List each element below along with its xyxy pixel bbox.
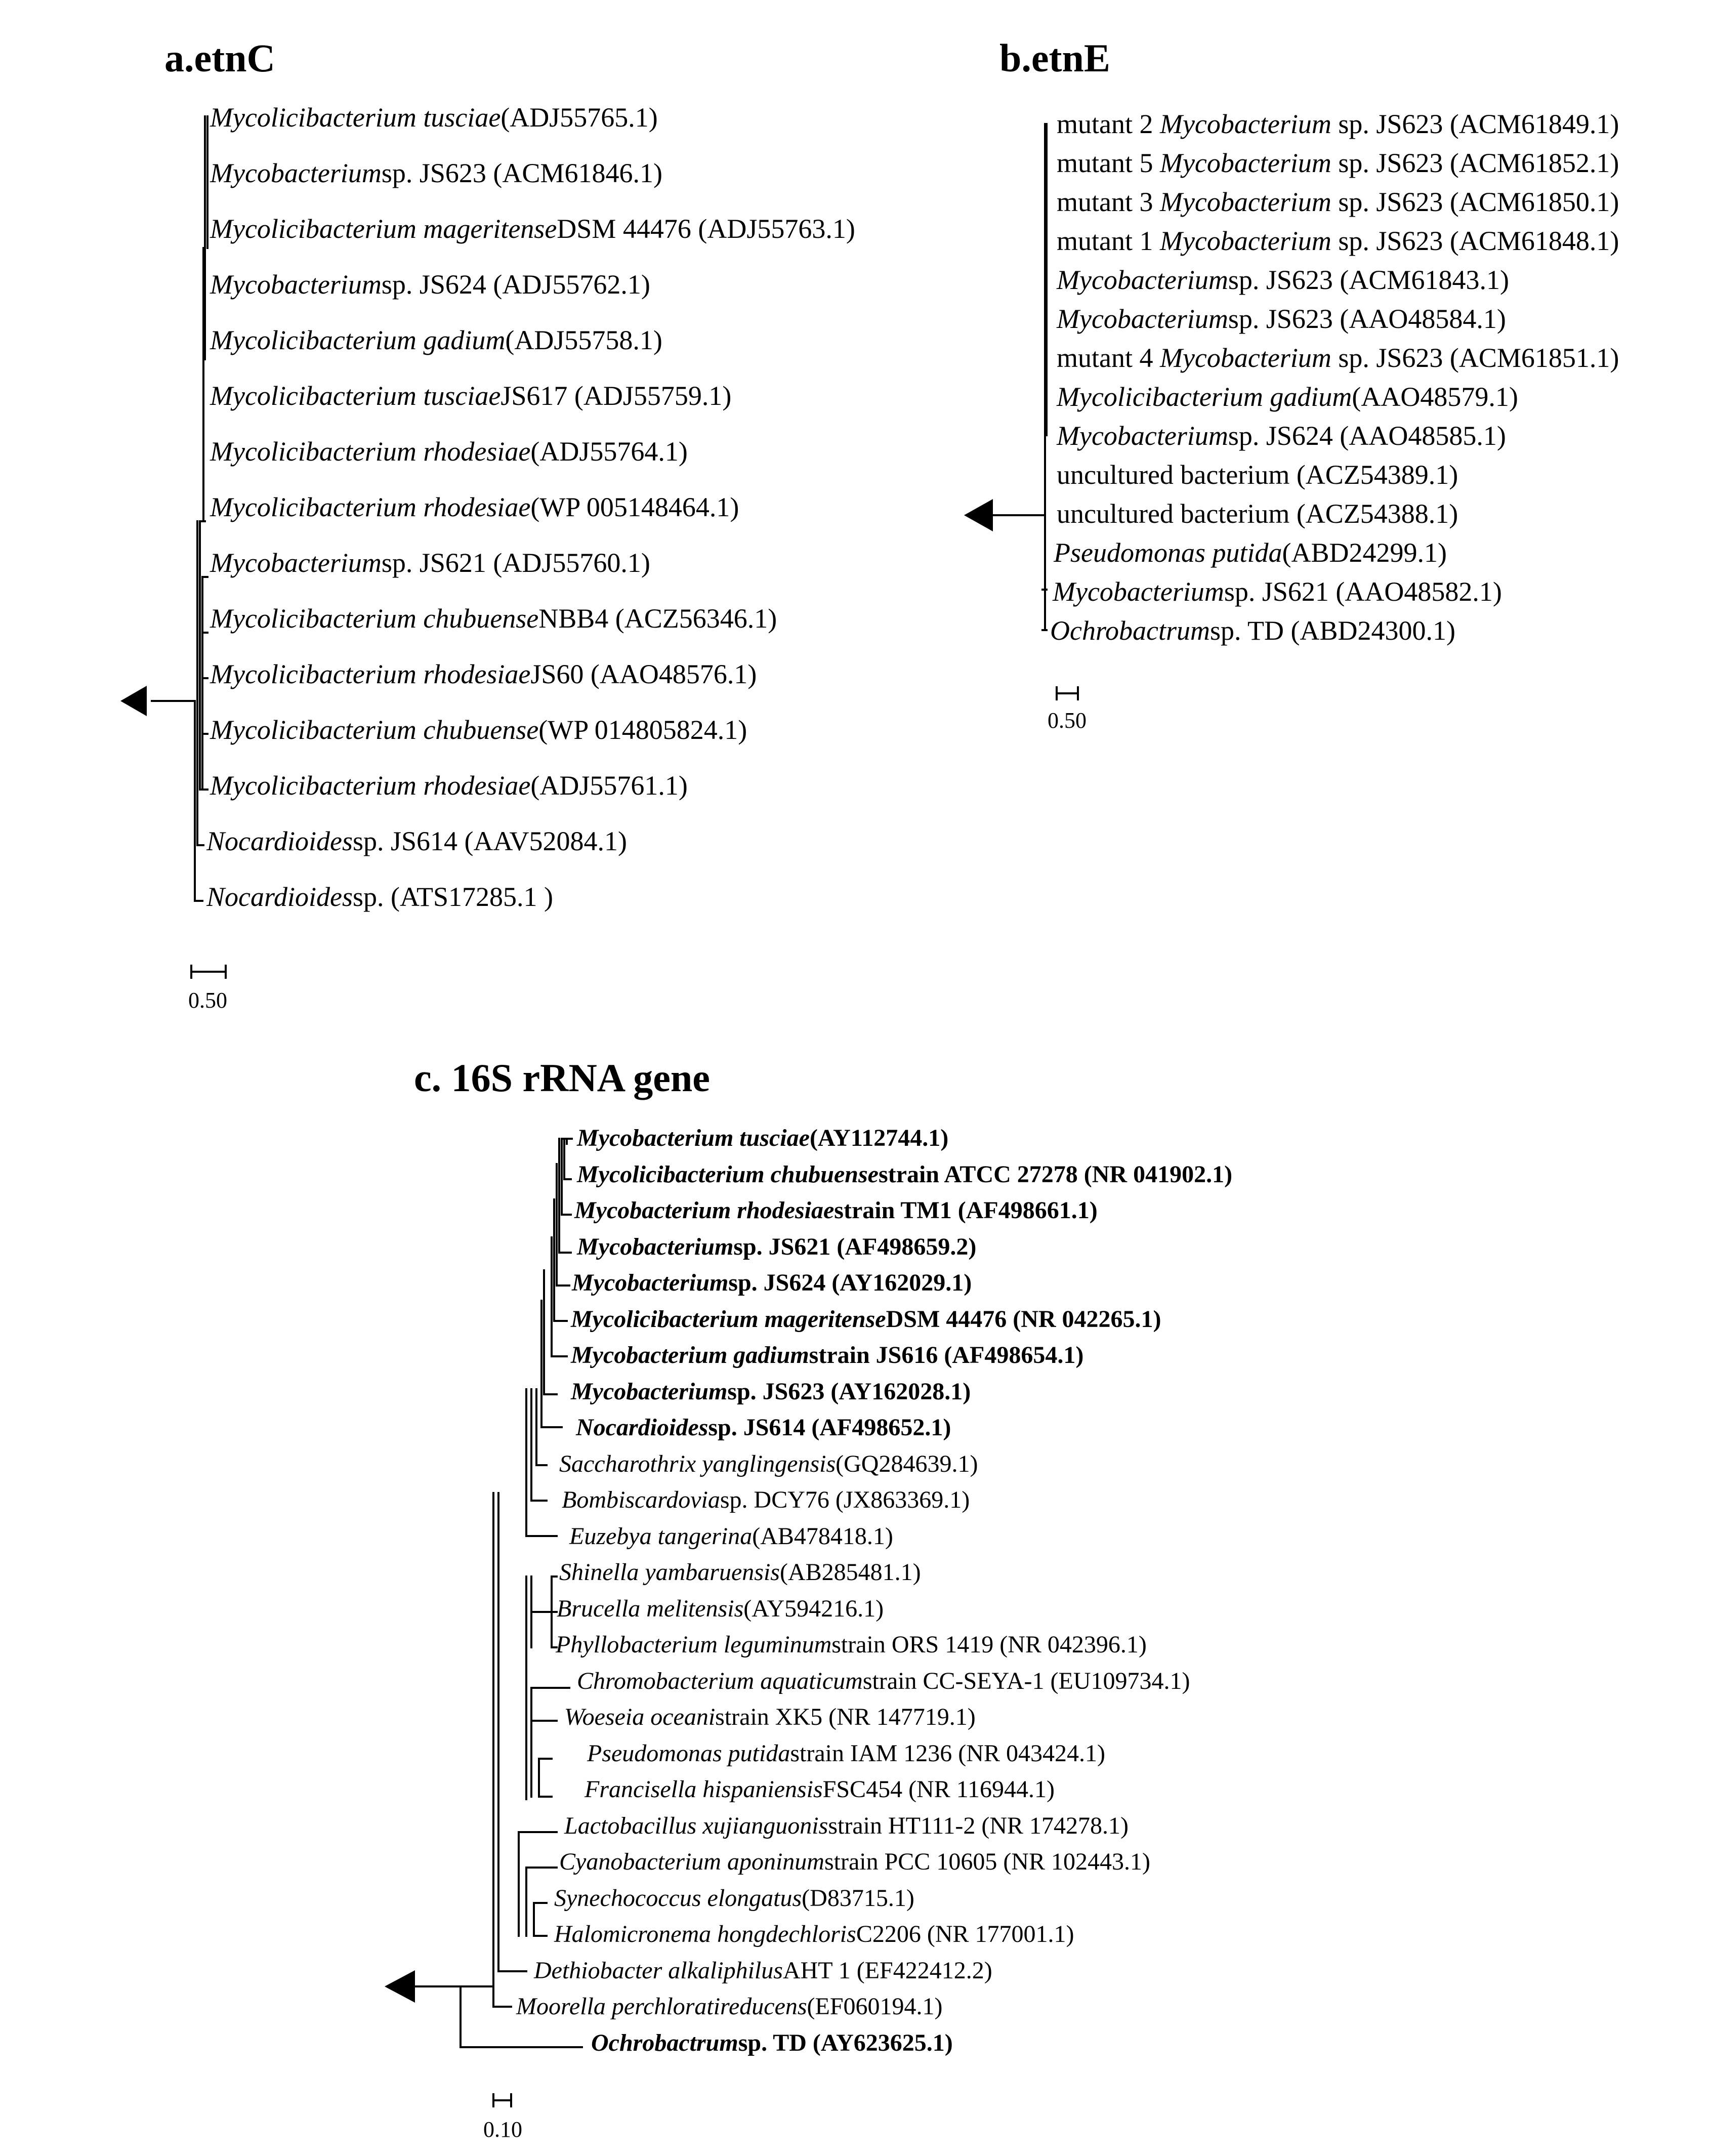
panel-b-title: b.etnE	[999, 36, 1110, 80]
leaf-accession: sp. JS623 (ACM61849.1)	[1331, 109, 1619, 139]
leaf-accession: sp. JS614 (AF498652.1)	[708, 1414, 951, 1441]
leaf-accession: (ADJ55764.1)	[530, 436, 688, 467]
leaf-accession: sp. JS623 (ACM61846.1)	[381, 158, 662, 188]
leaf-accession: sp. JS624 (ADJ55762.1)	[381, 269, 650, 300]
leaf-taxon-name: Ochrobactrum	[591, 2029, 738, 2056]
panel-b-scale-bar	[1057, 687, 1078, 699]
leaf-taxon-name: Mycobacterium	[210, 158, 382, 188]
leaf-accession: sp. JS614 (AAV52084.1)	[352, 826, 628, 856]
leaf-taxon-name: Nocardioides	[576, 1414, 708, 1441]
leaf-taxon-name: Mycobacterium	[1159, 187, 1331, 217]
leaf-taxon-name: Mycobacterium	[210, 269, 382, 300]
leaf-accession: NBB4 (ACZ56346.1)	[538, 603, 777, 634]
leaf-taxon-name: Mycolicibacterium tusciae	[210, 381, 501, 411]
leaf-taxon-name: Mycobacterium	[1053, 576, 1224, 607]
leaf-taxon-name: Mycobacterium	[1057, 304, 1228, 334]
leaf-taxon-name: Mycolicibacterium chubuense	[210, 603, 539, 634]
leaf-taxon-name: Mycolicibacterium rhodesiae	[210, 436, 531, 467]
leaf-prefix: mutant 5	[1057, 148, 1160, 178]
leaf-taxon-name: Mycobacterium	[1159, 343, 1331, 373]
leaf-taxon-name: Ochrobactrum	[1050, 615, 1210, 646]
leaf-taxon-name: Brucella melitensis	[557, 1595, 744, 1622]
leaf-accession: sp. JS623 (AY162028.1)	[727, 1378, 971, 1405]
leaf-taxon-name: Mycolicibacterium chubuense	[210, 715, 539, 745]
leaf-accession: strain CC-SEYA-1 (EU109734.1)	[862, 1668, 1190, 1694]
leaf-accession: DSM 44476 (NR 042265.1)	[886, 1306, 1161, 1333]
leaf-taxon-name: Woeseia oceani	[564, 1704, 716, 1730]
leaf-accession: (EF060194.1)	[807, 1993, 943, 2020]
leaf-prefix: uncultured bacterium (ACZ54389.1)	[1057, 460, 1458, 490]
leaf-taxon-name: Mycobacterium	[210, 548, 382, 578]
leaf-taxon-name: Cyanobacterium aponinum	[559, 1848, 824, 1875]
leaf-taxon-name: Lactobacillus xujianguonis	[564, 1812, 828, 1839]
leaf-taxon-name: Mycobacterium	[1057, 265, 1228, 295]
leaf-accession: (AAO48579.1)	[1352, 382, 1518, 412]
leaf-taxon-name: Moorella perchloratireducens	[516, 1993, 807, 2020]
leaf-taxon-name: Chromobacterium aquaticum	[577, 1668, 863, 1694]
leaf-taxon-name: Mycobacterium	[571, 1378, 728, 1405]
leaf-taxon-name: Mycobacterium tusciae	[577, 1125, 810, 1151]
leaf-accession: FSC454 (NR 116944.1)	[822, 1776, 1055, 1803]
leaf-taxon-name: Euzebya tangerina	[569, 1523, 753, 1550]
leaf-accession: strain ORS 1419 (NR 042396.1)	[831, 1631, 1147, 1658]
panel-c-scale-bar	[493, 2094, 511, 2106]
leaf-accession: sp. DCY76 (JX863369.1)	[720, 1486, 970, 1513]
leaf-taxon-name: Mycobacterium	[577, 1233, 734, 1260]
leaf-taxon-name: Mycolicibacterium mageritense	[571, 1306, 886, 1333]
panel-c-root-arrow	[385, 1970, 415, 2003]
leaf-prefix: mutant 2	[1057, 109, 1160, 139]
leaf-taxon-name: Mycobacterium	[1159, 148, 1331, 178]
leaf-accession: (AB478418.1)	[752, 1523, 893, 1550]
leaf-taxon-name: Mycolicibacterium tusciae	[210, 102, 501, 133]
leaf-taxon-name: Mycolicibacterium gadium	[210, 325, 506, 355]
leaf-taxon-name: Mycolicibacterium gadium	[1057, 382, 1352, 412]
leaf-accession: strain XK5 (NR 147719.1)	[715, 1704, 976, 1730]
leaf-taxon-name: Mycobacterium	[1057, 421, 1228, 451]
leaf-accession: sp. JS621 (AF498659.2)	[733, 1233, 977, 1260]
panel-a-title: a.etnC	[164, 36, 275, 80]
leaf-taxon-name: Halomicronema hongdechloris	[554, 1921, 856, 1947]
leaf-taxon-name: Bombiscardovia	[562, 1486, 720, 1513]
panel-c-title: c. 16S rRNA gene	[414, 1056, 710, 1100]
leaf-accession: sp. JS623 (ACM61852.1)	[1331, 148, 1619, 178]
leaf-taxon-name: Mycolicibacterium mageritense	[210, 214, 557, 244]
leaf-accession: sp. JS623 (ACM61851.1)	[1331, 343, 1619, 373]
leaf-taxon-name: Mycobacterium	[1159, 109, 1331, 139]
leaf-accession: (ADJ55758.1)	[505, 325, 662, 355]
leaf-accession: sp. JS623 (ACM61848.1)	[1331, 226, 1619, 256]
leaf-accession: JS60 (AAO48576.1)	[530, 659, 757, 689]
leaf-taxon-name: Pseudomonas putida	[1054, 537, 1282, 568]
panel-b-branches	[1038, 124, 1047, 630]
leaf-accession: sp. JS621 (ADJ55760.1)	[381, 548, 650, 578]
leaf-accession: (AY112744.1)	[809, 1125, 949, 1151]
leaf-accession: (ADJ55761.1)	[530, 770, 688, 801]
leaf-taxon-name: Francisella hispaniensis	[585, 1776, 823, 1803]
panel-b-root-arrow	[964, 499, 993, 531]
leaf-accession: strain HT111-2 (NR 174278.1)	[828, 1812, 1129, 1839]
leaf-accession: strain IAM 1236 (NR 043424.1)	[790, 1740, 1105, 1767]
leaf-taxon-name: Mycobacterium	[1159, 226, 1331, 256]
leaf-accession: sp. TD (ABD24300.1)	[1209, 615, 1455, 646]
leaf-taxon-name: Nocardioides	[206, 826, 353, 856]
leaf-accession: strain PCC 10605 (NR 102443.1)	[824, 1848, 1150, 1875]
leaf-accession: sp. JS623 (AAO48584.1)	[1228, 304, 1506, 334]
leaf-accession: (ABD24299.1)	[1282, 537, 1447, 568]
leaf-taxon-name: Mycobacterium gadium	[571, 1342, 809, 1369]
leaf-taxon-name: Dethiobacter alkaliphilus	[534, 1957, 783, 1984]
leaf-taxon-name: Nocardioides	[206, 882, 353, 912]
leaf-prefix: mutant 3	[1057, 187, 1160, 217]
leaf-taxon-name: Mycobacterium	[572, 1269, 729, 1296]
leaf-accession: (WP 014805824.1)	[538, 715, 747, 745]
leaf-taxon-name: Phyllobacterium leguminum	[556, 1631, 832, 1658]
leaf-accession: sp. TD (AY623625.1)	[738, 2029, 953, 2056]
leaf-taxon-name: Mycolicibacterium rhodesiae	[210, 659, 531, 689]
leaf-accession: C2206 (NR 177001.1)	[856, 1921, 1074, 1947]
leaf-accession: (ADJ55765.1)	[500, 102, 658, 133]
leaf-prefix: mutant 4	[1057, 343, 1160, 373]
leaf-taxon-name: Synechococcus elongatus	[554, 1885, 802, 1912]
panel-a-scale-label: 0.50	[188, 988, 227, 1013]
leaf-taxon-name: Mycolicibacterium rhodesiae	[210, 770, 531, 801]
leaf-accession: (GQ284639.1)	[836, 1450, 978, 1477]
panel-a-branches	[152, 116, 207, 901]
leaf-taxon-name: Pseudomonas putida	[587, 1740, 790, 1767]
leaf-accession: sp. (ATS17285.1 )	[352, 882, 553, 912]
leaf-accession: JS617 (ADJ55759.1)	[500, 381, 732, 411]
leaf-accession: sp. JS624 (AAO48585.1)	[1228, 421, 1506, 451]
leaf-accession: strain TM1 (AF498661.1)	[834, 1197, 1098, 1224]
leaf-accession: AHT 1 (EF422412.2)	[782, 1957, 992, 1984]
leaf-taxon-name: Mycolicibacterium rhodesiae	[210, 492, 531, 522]
leaf-accession: (AB285481.1)	[779, 1559, 921, 1586]
leaf-accession: sp. JS623 (ACM61850.1)	[1331, 187, 1619, 217]
leaf-taxon-name: Saccharothrix yanglingensis	[559, 1450, 836, 1477]
leaf-prefix: mutant 1	[1057, 226, 1160, 256]
panel-b-scale-label: 0.50	[1048, 708, 1087, 733]
leaf-taxon-name: Shinella yambaruensis	[559, 1559, 780, 1586]
panel-a-scale-bar	[191, 966, 226, 978]
panel-a-root-arrow	[120, 686, 147, 716]
panel-c-scale-label: 0.10	[483, 2117, 522, 2142]
leaf-accession: sp. JS624 (AY162029.1)	[728, 1269, 972, 1296]
leaf-accession: (D83715.1)	[802, 1885, 914, 1912]
panel-c-branches	[461, 1139, 582, 2047]
leaf-taxon-name: Mycolicibacterium chubuense	[577, 1161, 879, 1188]
leaf-accession: DSM 44476 (ADJ55763.1)	[557, 214, 855, 244]
leaf-accession: sp. JS621 (AAO48582.1)	[1224, 576, 1502, 607]
leaf-accession: (AY594216.1)	[743, 1595, 884, 1622]
leaf-accession: sp. JS623 (ACM61843.1)	[1228, 265, 1509, 295]
leaf-prefix: uncultured bacterium (ACZ54388.1)	[1057, 499, 1458, 529]
leaf-accession: (WP 005148464.1)	[530, 492, 739, 522]
leaf-taxon-name: Mycobacterium rhodesiae	[574, 1197, 834, 1224]
leaf-accession: strain JS616 (AF498654.1)	[809, 1342, 1084, 1369]
leaf-accession: strain ATCC 27278 (NR 041902.1)	[878, 1161, 1233, 1188]
